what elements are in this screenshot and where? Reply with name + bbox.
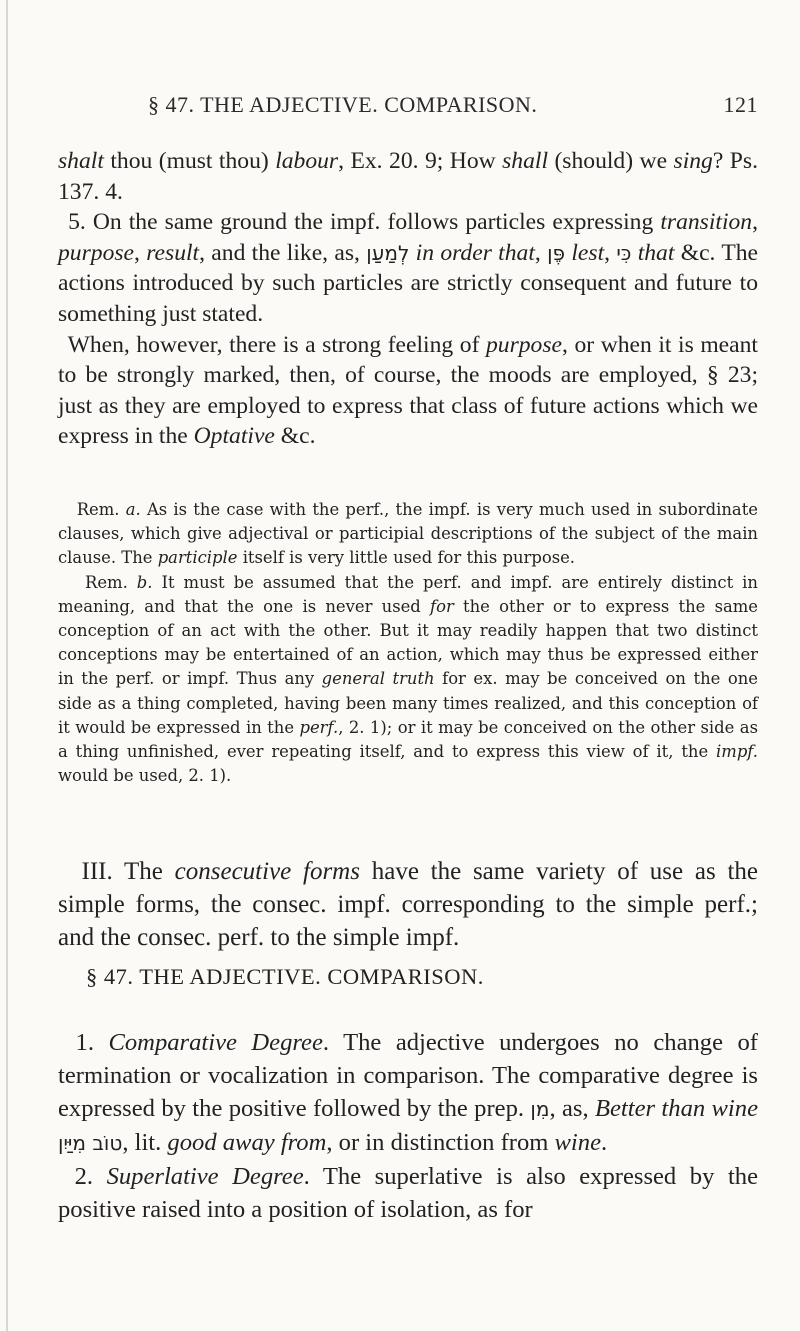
hebrew-word: לְמַעַן [366, 240, 410, 265]
hebrew-word: מִן [530, 1097, 550, 1121]
comparative-degree-paragraph: 1. Comparative Degree. The adjective undergoes no change of termination or vocalization in comparison. The comparative degree is expressed by the positive followed by the prep. מִן, as, Better than wine טוֹב מִיַּיִן, lit. good away from, or in distinction from wine. [58, 1029, 758, 1156]
hebrew-word: כִּי [616, 240, 632, 265]
paragraph-continuation: shalt thou (must thou) labour, Ex. 20. 9; How shall (should) we sing? Ps. 137. 4. [58, 148, 758, 205]
remarks-block [58, 498, 758, 788]
hebrew-word: פֶּן [547, 240, 566, 265]
paragraph-purpose: When, however, there is a strong feeling of purpose, or when it is meant to be strongly marked, then, of course, the moods are employed, § 23; just as they are employed to express that class of future actions which we express in the Optative &c. [58, 331, 758, 450]
remark-b: Rem. b. It must be assumed that the perf. and impf. are entirely distinct in meaning, and that the one is never used for the other or to express the same conception of an act with the other. But it may readily happen that two distinct conceptions may be entertained of an action, which may thus be expressed either in the perf. or impf. Thus any general truth for ex. may be conceived on the one side as a thing completed, having been many times realized, and this conception of it would be expressed in the perf., 2. 1); or it may be conceived on the other side as a thing unfinished, ever repeating itself, and to express this view of it, the impf. would be used, 2. 1). [58, 572, 758, 786]
section-47-body [58, 1026, 758, 1226]
hebrew-phrase: טוֹב מִיַּיִן [58, 1131, 123, 1155]
page-number: 121 [723, 92, 758, 117]
main-text [58, 146, 758, 452]
superlative-degree-paragraph: 2. Superlative Degree. The superlative is also expressed by the positive raised into a position of isolation, as for [58, 1163, 758, 1223]
paragraph-5: 5. On the same ground the impf. follows particles expressing transition, purpose, result, and the like, as, לְמַעַן in order that, פֶּן lest, כִּי that &c. The actions introduced by such particles are strictly consequent and future to something just stated. [58, 209, 759, 327]
paragraph-iii: III. The consecutive forms have the same variety of use as the simple forms, the consec. impf. corresponding to the simple perf.; and the consec. perf. to the simple impf. [58, 858, 758, 951]
page-margin-edge [6, 0, 8, 1331]
section-heading: § 47. THE ADJECTIVE. COMPARISON. [86, 964, 484, 989]
running-head-title: § 47. THE ADJECTIVE. COMPARISON. [148, 92, 538, 117]
remark-a: Rem. a. As is the case with the perf., the impf. is very much used in subordinate clauses, which give adjectival or participial descriptions of the subject of the main clause. The participle itself is very little used for this purpose. [58, 500, 758, 568]
